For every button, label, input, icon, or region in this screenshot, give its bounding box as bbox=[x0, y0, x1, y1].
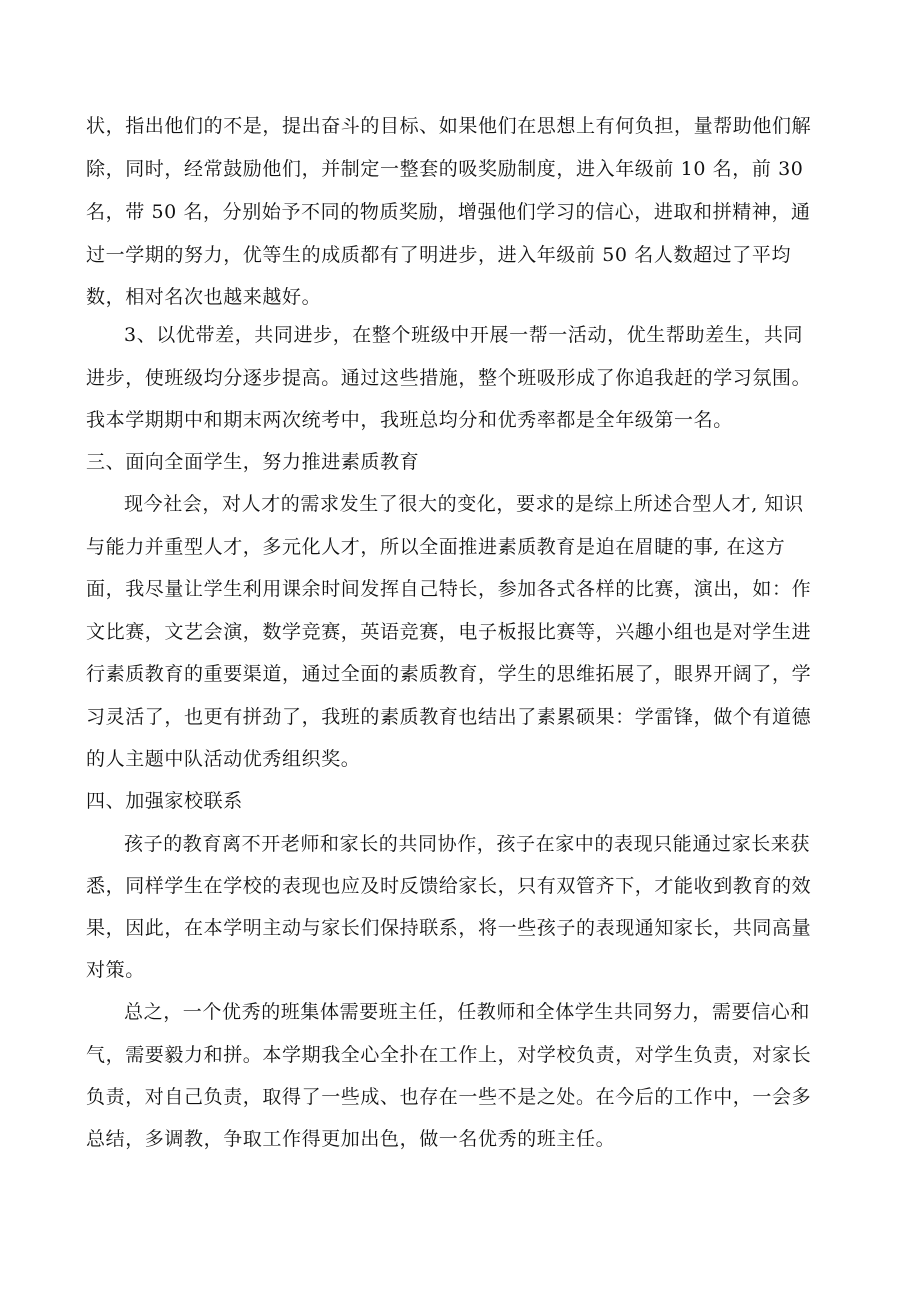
paragraph-line: 进步，使班级均分逐步提高。通过这些措施，整个班吸形成了你追我赶的学习氛围。 bbox=[86, 367, 812, 389]
paragraph-line: 总结，多调教，争取工作得更加出色，做一名优秀的班主任。 bbox=[86, 1128, 616, 1150]
paragraph-line: 孩子的教育离不开老师和家长的共同协作，孩子在家中的表现只能通过家长来获 bbox=[124, 833, 811, 855]
paragraph-line: 过一学期的努力，优等生的成质都有了明进步，进入年级前 50 名人数超过了平均 bbox=[86, 244, 792, 266]
section-heading: 四、加强家校联系 bbox=[86, 790, 243, 812]
section-heading: 三、面向全面学生，努力推进素质教育 bbox=[86, 451, 420, 473]
paragraph-line: 状，指出他们的不是，提出奋斗的目标、如果他们在思想上有何负担，量帮助他们解 bbox=[86, 115, 812, 137]
paragraph-line: 悉，同样学生在学校的表现也应及时反馈给家长，只有双管齐下，才能收到教育的效 bbox=[86, 875, 812, 897]
paragraph-line: 气，需要毅力和拼。本学期我全心全扑在工作上，对学校负责，对学生负责，对家长 bbox=[86, 1044, 812, 1066]
paragraph-line: 行素质教育的重要渠道，通过全面的素质教育，学生的思维拓展了，眼界开阔了，学 bbox=[86, 663, 812, 685]
paragraph-line: 3、以优带差，共同进步，在整个班级中开展一帮一活动，优生帮助差生，共同 bbox=[124, 324, 804, 346]
paragraph-line: 习灵活了，也更有拼劲了，我班的素质教育也结出了素累硕果：学雷锋，做个有道德 bbox=[86, 706, 812, 728]
paragraph-line: 除，同时，经常鼓励他们，并制定一整套的吸奖励制度，进入年级前 10 名，前 30 bbox=[86, 158, 804, 180]
paragraph-line: 数，相对名次也越来越好。 bbox=[86, 286, 322, 308]
paragraph-line: 总之，一个优秀的班集体需要班主任，任教师和全体学生共同努力，需要信心和 bbox=[124, 1001, 811, 1023]
paragraph-line: 的人主题中队活动优秀组织奖。 bbox=[86, 748, 361, 770]
paragraph-line: 果，因此，在本学明主动与家长们保持联系，将一些孩子的表现通知家长，共同高量 bbox=[86, 917, 812, 939]
paragraph-line: 对策。 bbox=[86, 959, 145, 981]
paragraph-line: 现今社会，对人才的需求发生了很大的变化，要求的是综上所述合型人才, 知识 bbox=[124, 493, 804, 515]
paragraph-line: 负责，对自己负责，取得了一些成、也存在一些不是之处。在今后的工作中，一会多 bbox=[86, 1086, 812, 1108]
paragraph-line: 名，带 50 名，分别始予不同的物质奖励，增强他们学习的信心，进取和拼精神，通 bbox=[86, 201, 811, 223]
paragraph-line: 与能力并重型人才，多元化人才，所以全面推进素质教育是迫在眉睫的事, 在这方 bbox=[86, 536, 786, 558]
paragraph-line: 我本学期期中和期末两次统考中，我班总均分和优秀率都是全年级第一名。 bbox=[86, 409, 733, 431]
paragraph-line: 面，我尽量让学生利用课余时间发挥自己特长，参加各式各样的比赛，演出，如：作 bbox=[86, 578, 812, 600]
paragraph-line: 文比赛，文艺会演，数学竞赛，英语竞赛，电子板报比赛等，兴趣小组也是对学生进 bbox=[86, 621, 812, 643]
